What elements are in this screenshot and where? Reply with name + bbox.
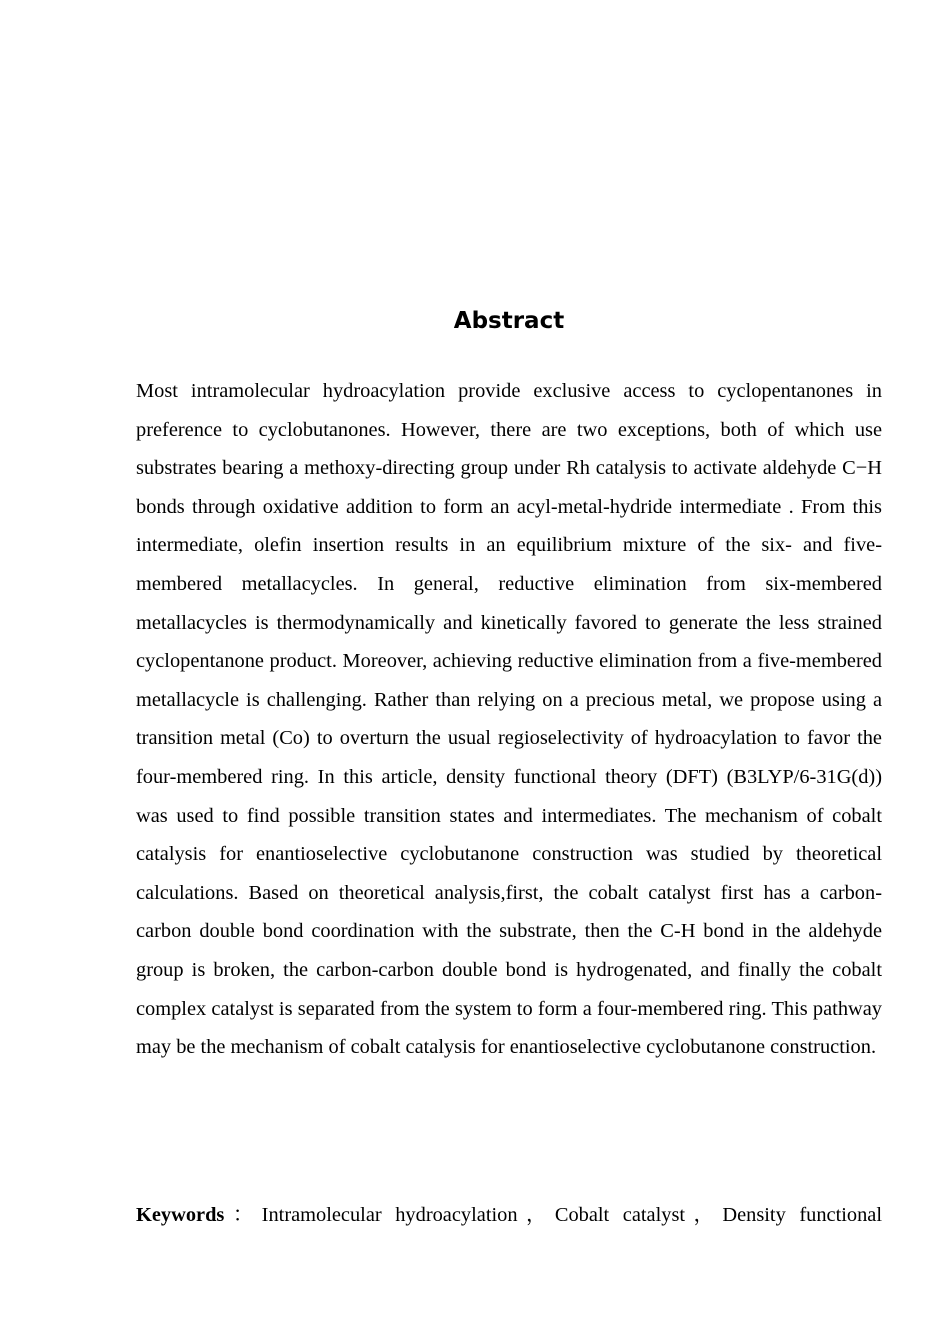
keywords-text: Intramolecular hydroacylation，Cobalt catalyst，Density functional	[261, 1204, 882, 1226]
keywords-line	[136, 1196, 882, 1235]
keywords-separator: ：	[224, 1204, 262, 1226]
abstract-body: Most intramolecular hydroacylation provide exclusive access to cyclopentanones in preference to cyclobutanones. However, there are two exceptions, both of which use substrates bearing a methoxy-directing group under Rh catalysis to activate aldehyde C−H bonds through oxidative addition to form an acyl-metal-hydride intermediate . From this intermediate, olefin insertion results in an equilibrium mixture of the six- and five-membered metallacycles. In general, reductive elimination from six-membered metallacycles is thermodynamically and kinetically favored to generate the less strained cyclopentanone product. Moreover, achieving reductive elimination from a five-membered metallacycle is challenging. Rather than relying on a precious metal, we propose using a transition metal (Co) to overturn the usual regioselectivity of hydroacylation to favor the four-membered ring. In this article, density functional theory (DFT) (B3LYP/6-31G(d)) was used to find possible transition states and intermediates. The mechanism of cobalt catalysis for enantioselective cyclobutanone construction was studied by theoretical calculations. Based on theoretical analysis,first, the cobalt catalyst first has a carbon-carbon double bond coordination with the substrate, then the C-H bond in the aldehyde group is broken, the carbon-carbon double bond is hydrogenated, and finally the cobalt complex catalyst is separated from the system to form a four-membered ring. This pathway may be the mechanism of cobalt catalysis for enantioselective cyclobutanone construction.	[136, 380, 882, 1059]
keywords-label: Keywords	[136, 1204, 225, 1226]
abstract-title: Abstract	[453, 308, 565, 334]
